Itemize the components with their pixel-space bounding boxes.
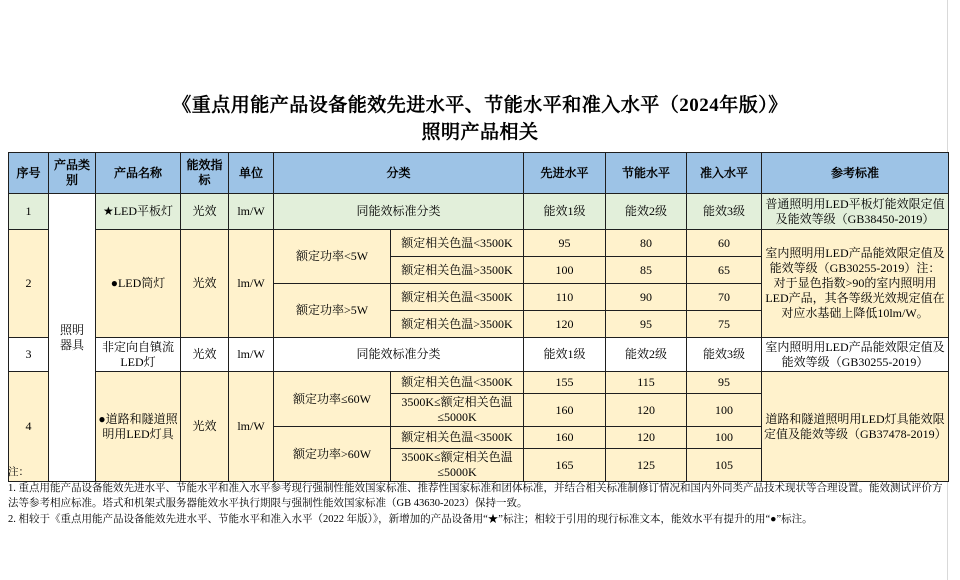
footnotes xyxy=(8,465,946,527)
cell-metric: 光效 xyxy=(181,372,229,482)
cell-saving-value: 120 xyxy=(606,394,687,427)
cell-index: 2 xyxy=(9,230,49,338)
document-title-line1: 《重点用能产品设备能效先进水平、节能水平和准入水平（2024年版）》 xyxy=(172,95,788,116)
cell-unit: lm/W xyxy=(229,338,274,372)
cell-reference-standard: 室内照明用LED产品能效限定值及能效等级（GB30255-2019）注：对于显色指数>90的室内照明用LED产品，其各等级光效规定值在对应水基础上降低10lm/W。 xyxy=(762,230,949,338)
cell-cct-class: 额定相关色温>3500K xyxy=(391,311,524,338)
cell-entry-value: 100 xyxy=(687,427,762,449)
cell-classification: 同能效标准分类 xyxy=(274,338,524,372)
table-row-4a xyxy=(9,372,949,394)
cell-advanced-value: 155 xyxy=(524,372,606,394)
header-entry-level: 准入水平 xyxy=(687,153,762,194)
cell-cct-class: 3500K≤额定相关色温≤5000K xyxy=(391,449,524,482)
header-classification: 分类 xyxy=(274,153,524,194)
cell-metric: 光效 xyxy=(181,338,229,372)
table-row-1 xyxy=(9,194,949,230)
cell-index: 1 xyxy=(9,194,49,230)
cell-saving-level: 能效2级 xyxy=(606,194,687,230)
table-row-3 xyxy=(9,338,949,372)
category-text-line2: 器具 xyxy=(59,337,84,352)
cell-advanced-value: 100 xyxy=(524,257,606,284)
cell-unit: lm/W xyxy=(229,372,274,482)
cell-advanced-value: 110 xyxy=(524,284,606,311)
table-header-row xyxy=(9,153,949,194)
document-title xyxy=(0,92,960,146)
cell-saving-value: 85 xyxy=(606,257,687,284)
document-title-line2: 照明产品相关 xyxy=(421,122,539,143)
footnote-2: 2. 相较于《重点用能产品设备能效先进水平、节能水平和准入水平（2022 年版）》，新增加的产品设备用“★”标注；相较于引用的现行标准文本，能效水平有提升的用“●”标注。 xyxy=(8,513,813,525)
cell-entry-value: 75 xyxy=(687,311,762,338)
cell-entry-level: 能效3级 xyxy=(687,338,762,372)
category-text-line1: 照明 xyxy=(59,322,84,337)
cell-advanced-level: 能效1级 xyxy=(524,194,606,230)
cell-reference-standard: 普通照明用LED平板灯能效限定值及能效等级（GB38450-2019） xyxy=(762,194,949,230)
header-category: 产品类别 xyxy=(49,153,96,194)
header-metric: 能效指标 xyxy=(181,153,229,194)
cell-power-class: 额定功率>60W xyxy=(274,427,391,482)
cell-product-name: ★LED平板灯 xyxy=(96,194,181,230)
cell-cct-class: 额定相关色温<3500K xyxy=(391,284,524,311)
cell-saving-value: 125 xyxy=(606,449,687,482)
header-unit: 单位 xyxy=(229,153,274,194)
cell-entry-level: 能效3级 xyxy=(687,194,762,230)
cell-index: 4 xyxy=(9,372,49,482)
cell-reference-standard: 道路和隧道照明用LED灯具能效限定值及能效等级（GB37478-2019） xyxy=(762,372,949,482)
cell-cct-class: 额定相关色温<3500K xyxy=(391,427,524,449)
cell-entry-value: 95 xyxy=(687,372,762,394)
energy-efficiency-table xyxy=(8,152,949,482)
cell-reference-standard: 室内照明用LED产品能效限定值及能效等级（GB30255-2019） xyxy=(762,338,949,372)
header-reference-standard: 参考标准 xyxy=(762,153,949,194)
footnote-1: 1. 重点用能产品设备能效先进水平、节能水平和准入水平参考现行强制性能效国家标准、推荐性国家标准和团体标准，并结合相关标准制修订情况和国内外同类产品技术现状等合理设置。能效测试评价方法等参考相应标准。塔式和机架式服务器能效水平执行期限与强制性能效国家标准（GB 43630-2023）保持一致。 xyxy=(8,482,943,509)
cell-entry-value: 60 xyxy=(687,230,762,257)
cell-classification: 同能效标准分类 xyxy=(274,194,524,230)
cell-unit: lm/W xyxy=(229,194,274,230)
cell-power-class: 额定功率<5W xyxy=(274,230,391,284)
cell-saving-value: 90 xyxy=(606,284,687,311)
header-advanced-level: 先进水平 xyxy=(524,153,606,194)
cell-power-class: 额定功率>5W xyxy=(274,284,391,338)
cell-cct-class: 额定相关色温<3500K xyxy=(391,372,524,394)
cell-entry-value: 100 xyxy=(687,394,762,427)
cell-product-category xyxy=(49,194,96,482)
table-row-2a xyxy=(9,230,949,257)
header-index: 序号 xyxy=(9,153,49,194)
cell-advanced-value: 120 xyxy=(524,311,606,338)
cell-entry-value: 65 xyxy=(687,257,762,284)
cell-advanced-value: 160 xyxy=(524,394,606,427)
footnote-label: 注： xyxy=(8,467,29,478)
cell-saving-value: 95 xyxy=(606,311,687,338)
cell-index: 3 xyxy=(9,338,49,372)
cell-unit: lm/W xyxy=(229,230,274,338)
cell-power-class: 额定功率≤60W xyxy=(274,372,391,427)
header-product-name: 产品名称 xyxy=(96,153,181,194)
cell-saving-level: 能效2级 xyxy=(606,338,687,372)
cell-metric: 光效 xyxy=(181,194,229,230)
cell-product-name: ●LED筒灯 xyxy=(96,230,181,338)
cell-entry-value: 105 xyxy=(687,449,762,482)
cell-advanced-value: 160 xyxy=(524,427,606,449)
header-saving-level: 节能水平 xyxy=(606,153,687,194)
cell-product-name: 非定向自镇流LED灯 xyxy=(96,338,181,372)
cell-cct-class: 额定相关色温>3500K xyxy=(391,257,524,284)
cell-saving-value: 115 xyxy=(606,372,687,394)
cell-cct-class: 3500K≤额定相关色温≤5000K xyxy=(391,394,524,427)
cell-saving-value: 120 xyxy=(606,427,687,449)
cell-advanced-level: 能效1级 xyxy=(524,338,606,372)
cell-entry-value: 70 xyxy=(687,284,762,311)
cell-cct-class: 额定相关色温<3500K xyxy=(391,230,524,257)
cell-saving-value: 80 xyxy=(606,230,687,257)
cell-metric: 光效 xyxy=(181,230,229,338)
cell-advanced-value: 95 xyxy=(524,230,606,257)
cell-advanced-value: 165 xyxy=(524,449,606,482)
cell-product-name: ●道路和隧道照明用LED灯具 xyxy=(96,372,181,482)
